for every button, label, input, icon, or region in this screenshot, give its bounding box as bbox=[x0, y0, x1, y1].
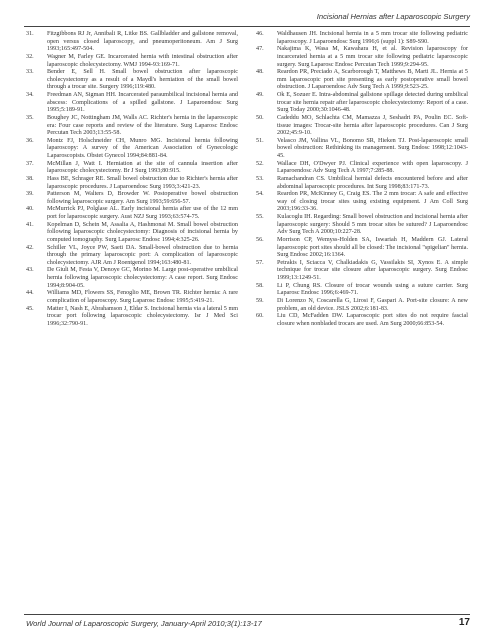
reference-item bbox=[26, 222, 238, 245]
reference-number: 56. bbox=[256, 236, 264, 243]
reference-text: Waldhausen JH. Incisional hernia in a 5 mm trocar site following pediatric laparoscopy. J Laparoendosc Surg 1996;6 (suppl 1): S89-S90. bbox=[277, 31, 468, 45]
reference-number: 36. bbox=[26, 137, 34, 144]
reference-item bbox=[256, 214, 468, 237]
reference-item bbox=[256, 313, 468, 328]
reference-number: 49. bbox=[256, 92, 264, 98]
reference-number: 58. bbox=[256, 282, 264, 289]
reference-item bbox=[256, 31, 468, 46]
reference-text: Ramachandran CS. Umbilical hernial defects encountered before and after abdominal laparoscopic procedures. Int Surg 1998;83:171-73. bbox=[277, 175, 468, 190]
reference-item bbox=[26, 138, 238, 161]
reference-item bbox=[256, 92, 468, 115]
reference-number: 53. bbox=[256, 175, 264, 182]
reference-number: 32. bbox=[26, 53, 34, 60]
reference-text: Boughey JC, Nottingham JM, Walls AC. Richter's hernia in the laparoscopic era: Four case reports and review of the literature. Surg Laparosc Endosc Percutan Tech 2003;13:55-58. bbox=[47, 114, 238, 137]
reference-item bbox=[26, 31, 238, 54]
reference-text: Patterson M, Walters D, Browder W. Postoperative bowel obstruction following laparoscopic surgery. Am Surg 1993;59:656-57. bbox=[47, 191, 238, 205]
reference-item bbox=[26, 290, 238, 305]
journal-citation: World Journal of Laparoscopic Surgery, January-April 2010;3(1):13-17 bbox=[26, 619, 262, 628]
reference-text: Liu CD, McFadden DW. Laparoscopic port sites do not require fascial closure when nonbladed trocars are used. Am Surg 2000;66:853-54. bbox=[277, 313, 468, 327]
reference-number: 50. bbox=[256, 114, 264, 121]
reference-item bbox=[256, 283, 468, 298]
reference-number: 55. bbox=[256, 214, 264, 220]
reference-item bbox=[26, 54, 238, 69]
reference-number: 45. bbox=[26, 305, 34, 312]
page-number: 17 bbox=[458, 617, 470, 628]
reference-item bbox=[256, 191, 468, 214]
reference-text: Hass BE, Schrager RE. Small bowel obstruction due to Richter's hernia after laparoscopic procedures. J Laparoendosc Surg 1993;3:421-23. bbox=[47, 175, 238, 190]
reference-number: 35. bbox=[26, 114, 34, 121]
reference-text: Reardon PR, Preciado A, Scarborough T, Matthews B, Marti JL. Hernia at 5 mm laparoscopic port site presenting as early postoperative small bowel obstruction. J Laparoendosc Adv Surg Tech A 1999;9:523-25. bbox=[277, 69, 468, 91]
header-rule bbox=[24, 26, 470, 27]
reference-text: Schiller VL, Joyce PW, Saeti DA. Small-bowel obstruction due to hernia through the primary laparoscopic port: A complication of laparoscopic cholecystectomy. AJR Am J Roentgenol 1994;163:480-81. bbox=[47, 244, 238, 266]
reference-item bbox=[256, 237, 468, 260]
references-left-column bbox=[26, 31, 238, 328]
reference-number: 40. bbox=[26, 206, 34, 213]
reference-number: 31. bbox=[26, 31, 34, 37]
reference-number: 34. bbox=[26, 92, 34, 98]
reference-item bbox=[26, 191, 238, 206]
reference-item bbox=[26, 267, 238, 290]
reference-number: 37. bbox=[26, 160, 34, 167]
footer-rule bbox=[24, 614, 470, 615]
reference-item bbox=[26, 206, 238, 221]
reference-number: 57. bbox=[256, 259, 264, 266]
reference-text: Freedman AN, Sigman HH. Incarcerated paraumbilical incisional hernia and abscess: Complications of a spilled gallstone. J Laparoendosc Surg 1995;5:189-91. bbox=[47, 92, 238, 114]
reference-text: Reardon PR, McKinney G, Craig ES. The 2 mm trocar: A safe and effective way of closing trocar sites using existing equipment. J Am Coll Surg 2003;196:33-36. bbox=[277, 191, 468, 213]
reference-item bbox=[256, 69, 468, 92]
running-title: Incisional Hernias after Laparoscopic Surgery bbox=[316, 12, 470, 21]
reference-item bbox=[256, 46, 468, 69]
reference-text: Di Lorenzo N, Coscarella G, Lirosi F, Gaspari A. Port-site closure: A new problem, an old device. JSLS 2002;6:181-83. bbox=[277, 297, 468, 312]
reference-number: 33. bbox=[26, 69, 34, 76]
reference-text: McMillan J, Watt I. Herniation at the site of cannula insertion after laparoscopic cholecystectomy. Br J Surg 1993;80:915. bbox=[47, 160, 238, 175]
reference-text: Matter I, Nash E, Abrahamson J, Eldar S. Incisional hernia via a lateral 5 mm trocar port following laparoscopic cholecystectomy. Isr J Med Sci 1996;32:790-91. bbox=[47, 305, 238, 327]
reference-text: Nakajima K, Wasa M, Kawahara H, et al. Revision laparoscopy for incarcerated hernia at a 5 mm trocar site following pediatric laparoscopic surgery. Surg Laparosc Endosc Percutan Tech 1999;9:294-95. bbox=[277, 46, 468, 68]
reference-item bbox=[26, 161, 238, 176]
reference-number: 46. bbox=[256, 31, 264, 37]
reference-text: Cadeddu MO, Schlachta CM, Mamazza J, Seshadri PA, Poulin EC. Soft-tissue images: Trocar-site hernia after laparoscopic procedures. Can J Surg 2002;45:9-10. bbox=[277, 114, 468, 137]
reference-number: 54. bbox=[256, 191, 264, 198]
reference-item bbox=[256, 260, 468, 283]
reference-text: De Giuli M, Festa V, Denoye GC, Morino M. Large post-operative umbilical hernia following laparoscopic cholecystectomy: A case report. Surg Endosc 1994;8:904-05. bbox=[47, 267, 238, 289]
reference-text: Wagner M, Farley GE. Incarcerated hernia with intestinal obstruction after laparoscopic cholecystectomy. WMJ 1994-93:169-71. bbox=[47, 53, 238, 68]
reference-text: Morrison CP, Wemyss-Holden SA, Iswariah H, Maddern GJ. Lateral laparoscopic port sites should all be closed: The incisional "spigelian" hernia. Surg Endosc 2002;16:1364. bbox=[277, 236, 468, 259]
reference-text: Montz FJ, Holschneider CH, Munro MG. Incisional hernia following laparoscopy: A survey of the American Association of Gynecologic Laparoscopists. Obstet Gynecol 1994;84:881-84. bbox=[47, 137, 238, 159]
reference-number: 60. bbox=[256, 313, 264, 320]
reference-text: Petrakis I, Sciacca V, Chalkiadakis G, Vassilakis SI, Xynos E. A simple technique for trocar site closure after laparoscopic surgery. Surg Endosc 1999;13:1249-51. bbox=[277, 259, 468, 281]
reference-number: 44. bbox=[26, 290, 34, 297]
reference-item bbox=[26, 69, 238, 92]
reference-number: 47. bbox=[256, 46, 264, 53]
reference-text: McMurrick PJ, Polglase AL. Early incisional hernia after use of the 12 mm port for laparoscopic surgery. Aust NZJ Surg 1993;63:574-75. bbox=[47, 206, 238, 220]
reference-number: 41. bbox=[26, 221, 34, 228]
reference-item bbox=[26, 92, 238, 115]
reference-text: Velasco JM, Vallina VL, Bonomo SR, Hieken TJ. Post-laparoscopic small bowel obstruction: Rethinking its management. Surg Endosc 1998;12:1043-45. bbox=[277, 137, 468, 159]
reference-text: Kopelman D, Schein M, Assalia A, Hashmonai M. Small bowel obstruction following laparoscopic cholecystectomy: Diagnosis of incisional hernia by computed tomography. Surg Laparosc Endosc 1994;4:325-26. bbox=[47, 221, 238, 243]
reference-item bbox=[256, 115, 468, 138]
reference-text: Kulacoglu IH. Regarding: Small bowel obstruction and incisional hernia after laparoscopic surgery: Should 5 mm trocar sites be sutured? J Laparoendosc Adv Surg Tech A 2000;10:227-28. bbox=[277, 214, 468, 236]
reference-number: 59. bbox=[256, 297, 264, 304]
reference-item bbox=[26, 245, 238, 268]
reference-item bbox=[256, 161, 468, 176]
reference-number: 51. bbox=[256, 137, 264, 144]
reference-number: 52. bbox=[256, 160, 264, 167]
reference-item bbox=[256, 298, 468, 313]
reference-text: Ok E, Sozuer E. Intra-abdominal gallstone spillage detected during umbilical trocar site hernia repair after laparoscopic cholecystectomy: Report of a case. Surg Today 2000;30:1046-48. bbox=[277, 92, 468, 114]
reference-text: Wallace DH, O'Dwyer PJ. Clinical experience with open laparoscopy. J Laparoendosc Adv Surg Tech A 1997;7:285-88. bbox=[277, 160, 468, 175]
reference-item bbox=[26, 176, 238, 191]
reference-text: Williams MD, Flowers SS, Fenoglio ME, Brown TR. Richter hernia: A rare complication of laparoscopy. Surg Laparosc Endosc 1995;5:419-21. bbox=[47, 290, 238, 304]
reference-item bbox=[26, 115, 238, 138]
reference-number: 42. bbox=[26, 244, 34, 251]
reference-number: 48. bbox=[256, 69, 264, 76]
reference-item bbox=[256, 138, 468, 161]
reference-number: 39. bbox=[26, 191, 34, 198]
reference-number: 43. bbox=[26, 267, 34, 274]
reference-text: Bender E, Sell H. Small bowel obstruction after laparoscopic cholecystectomy as a result of a Maydl's herniation of the small bowel through a trocar site. Surgery 1996;119:480. bbox=[47, 69, 238, 91]
reference-number: 38. bbox=[26, 175, 34, 182]
reference-item bbox=[26, 306, 238, 329]
references-right-column bbox=[256, 31, 468, 328]
reference-text: Fitzgibbons RJ Jr, Annibali R, Litke BS. Gallbladder and gallstone removal, open versus closed laparoscopy, and pneumoperitoneum. Am J Surg 1993;165:497-504. bbox=[47, 31, 238, 53]
reference-text: Li P, Chung RS. Closure of trocar wounds using a suture carrier. Surg Laparosc Endosc 1996;6:469-71. bbox=[277, 282, 468, 297]
reference-item bbox=[256, 176, 468, 191]
